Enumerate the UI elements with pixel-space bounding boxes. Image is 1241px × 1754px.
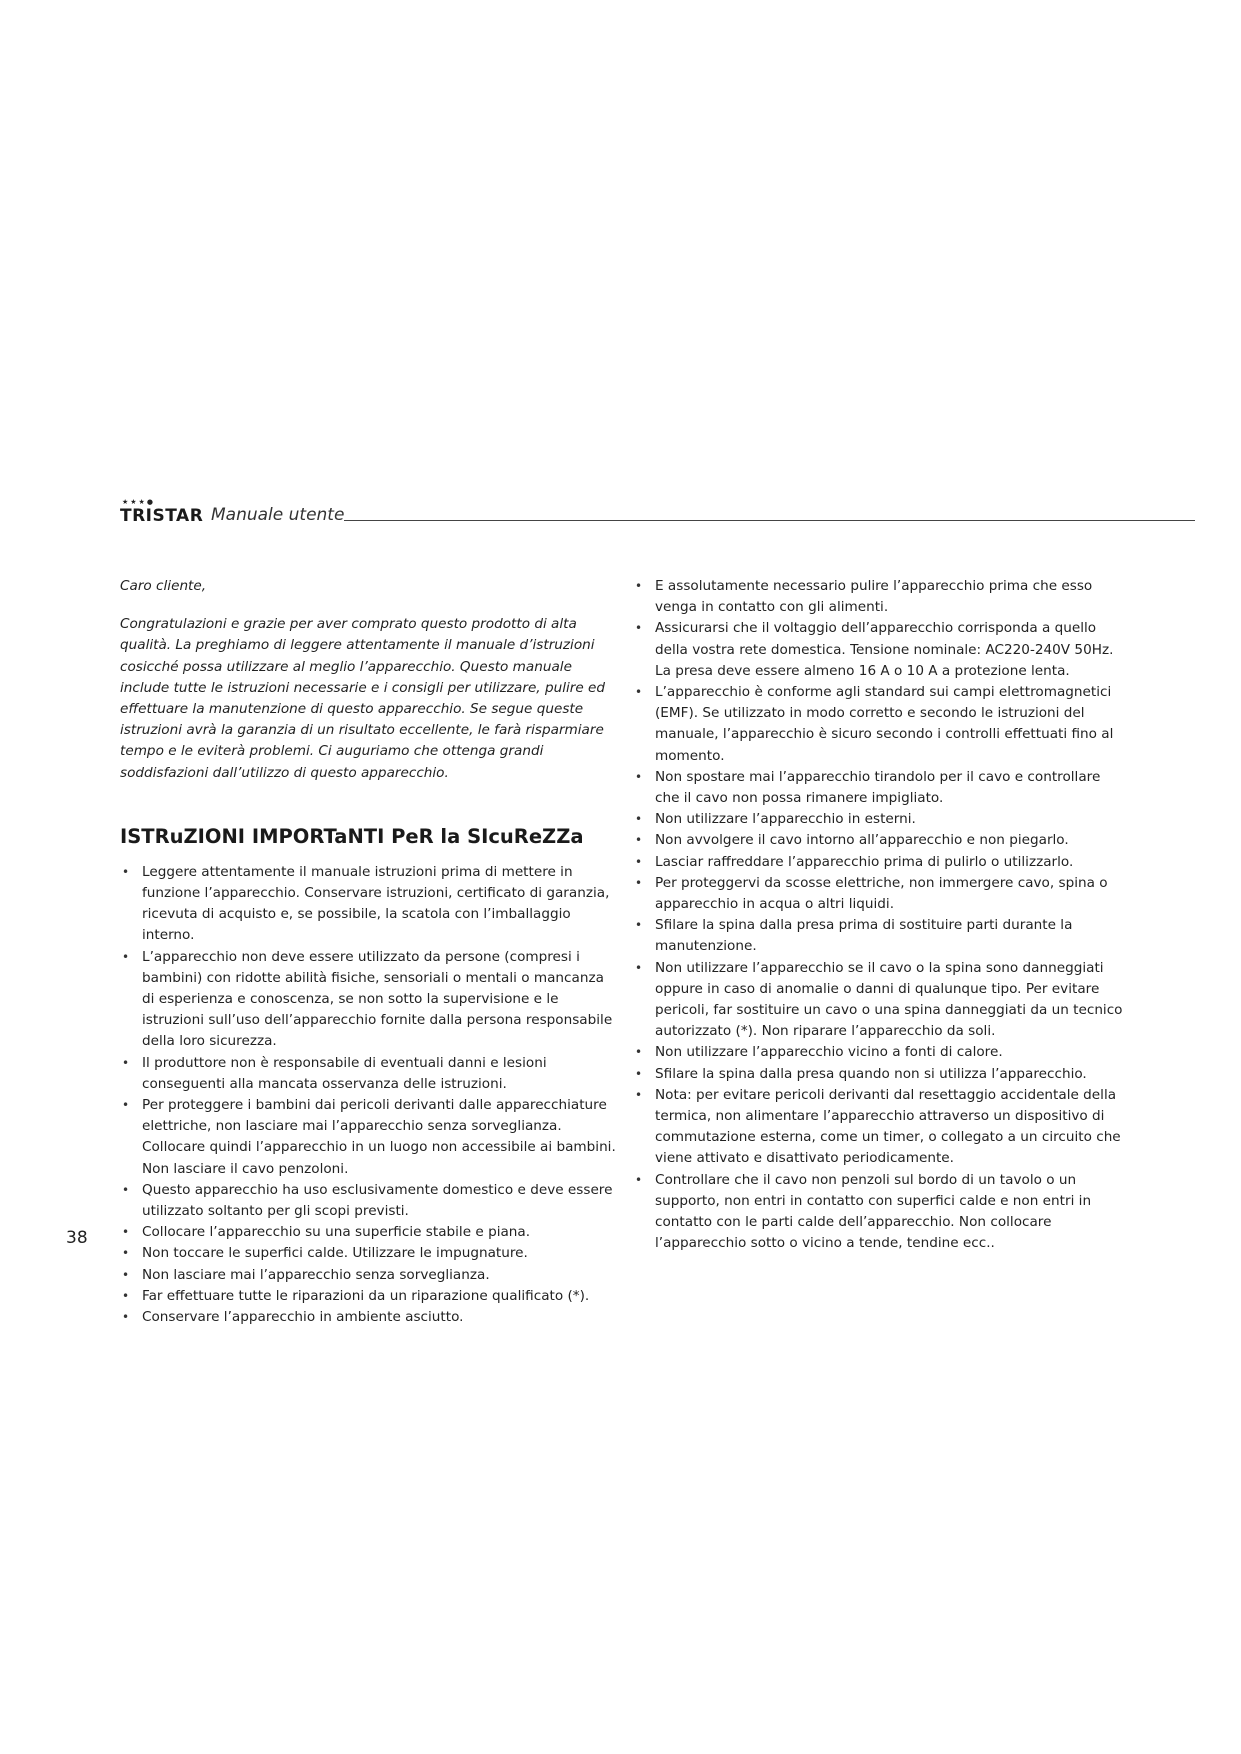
list-item: • Nota: per evitare pericoli derivanti dal resettaggio accidentale della termica, non alimentare l’apparecchio attraverso un dispositivo di commutazione esterna, come un timer, o collegato a un circuito che viene attivato e disattivato periodicamente.: [633, 1085, 1125, 1170]
greeting: Caro cliente,: [120, 578, 207, 594]
list-item: • Assicurarsi che il voltaggio dell’apparecchio corrisponda a quello della vostra rete domestica. Tensione nominale: AC220-240V 50Hz. La presa deve essere almeno 16 A o 10 A a protezione lenta.: [633, 618, 1125, 682]
list-item: • Sfilare la spina dalla presa prima di sostituire parti durante la manutenzione.: [633, 915, 1125, 957]
list-item: • Per proteggere i bambini dai pericoli derivanti dalle apparecchiature elettriche, non lasciare mai l’apparecchio senza sorveglianza. Collocare quindi l’apparecchio in un luogo non accessibile ai bambini. Non lasciare il cavo penzoloni.: [120, 1095, 620, 1180]
list-item: • Non spostare mai l’apparecchio tirandolo per il cavo e controllare che il cavo non possa rimanere impigliato.: [633, 767, 1125, 809]
list-item: • L’apparecchio non deve essere utilizzato da persone (compresi i bambini) con ridotte abilità fisiche, sensoriali o mentali o mancanza di esperienza e conoscenza, se non sotto la supervisione e le istruzioni sull’uso dell’apparecchio fornite dalla persona responsabile della loro sicurezza.: [120, 947, 620, 1053]
page-number: 38: [66, 1228, 88, 1248]
tristar-logo: [120, 498, 204, 526]
header-rule: [344, 520, 1195, 521]
list-item: • Non utilizzare l’apparecchio vicino a fonti di calore.: [633, 1042, 1125, 1063]
safety-list-left: [120, 862, 620, 1328]
header-title: Manuale utente: [211, 505, 345, 525]
list-item: • Non avvolgere il cavo intorno all’apparecchio e non piegarlo.: [633, 830, 1125, 851]
list-item: • Leggere attentamente il manuale istruzioni prima di mettere in funzione l’apparecchio. Conservare istruzioni, certificato di garanzia, ricevuta di acquisto e, se possibile, la scatola con l’imballaggio interno.: [120, 862, 620, 947]
list-item: • Non utilizzare l’apparecchio se il cavo o la spina sono danneggiati oppure in caso di anomalie o danni di qualunque tipo. Per evitare pericoli, far sostituire un cavo o una spina danneggiati da un tecnico autorizzato (*). Non riparare l’apparecchio da soli.: [633, 958, 1125, 1043]
safety-heading: ISTRuZIONI IMPORTaNTI PeR la SIcuReZZa: [120, 824, 584, 848]
list-item: • Non lasciare mai l’apparecchio senza sorveglianza.: [120, 1265, 620, 1286]
list-item: • Sfilare la spina dalla presa quando non si utilizza l’apparecchio.: [633, 1064, 1125, 1085]
list-item: • Collocare l’apparecchio su una superficie stabile e piana.: [120, 1222, 620, 1243]
right-column: [633, 576, 1125, 1255]
list-item: • Non utilizzare l’apparecchio in esterni.: [633, 809, 1125, 830]
list-item: • Non toccare le superfici calde. Utilizzare le impugnature.: [120, 1243, 620, 1264]
intro-paragraph: Congratulazioni e grazie per aver comprato questo prodotto di alta qualità. La preghiamo di leggere attentamente il manuale d’istruzioni cosicché possa utilizzare al meglio l’apparecchio. Questo manuale include tutte le istruzioni necessarie e i consigli per utilizzare, pulire ed effettuare la manutenzione di questo apparecchio. Se segue queste istruzioni avrà la garanzia di un risultato eccellente, le farà risparmiare tempo e le eviterà problemi. Ci auguriamo che ottenga grandi soddisfazioni dall’utilizzo di questo apparecchio.: [120, 616, 606, 781]
list-item: • Questo apparecchio ha uso esclusivamente domestico e deve essere utilizzato soltanto per gli scopi previsti.: [120, 1180, 620, 1222]
page-header: [120, 496, 1195, 530]
list-item: • Far effettuare tutte le riparazioni da un riparazione qualificato (*).: [120, 1286, 620, 1307]
left-column: [120, 576, 620, 1328]
list-item: • Controllare che il cavo non penzoli sul bordo di un tavolo o un supporto, non entri in contatto con superfici calde e non entri in contatto con le parti calde dell’apparecchio. Non collocare l’apparecchio sotto o vicino a tende, tendine ecc..: [633, 1170, 1125, 1255]
list-item: • Conservare l’apparecchio in ambiente asciutto.: [120, 1307, 620, 1328]
logo-stars: ★★★●: [122, 498, 155, 506]
list-item: • E assolutamente necessario pulire l’apparecchio prima che esso venga in contatto con gli alimenti.: [633, 576, 1125, 618]
list-item: • Per proteggervi da scosse elettriche, non immergere cavo, spina o apparecchio in acqua o altri liquidi.: [633, 873, 1125, 915]
safety-list-right: [633, 576, 1125, 1255]
list-item: • L’apparecchio è conforme agli standard sui campi elettromagnetici (EMF). Se utilizzato in modo corretto e secondo le istruzioni del manuale, l’apparecchio è sicuro secondo i controlli effettuati fino al momento.: [633, 682, 1125, 767]
list-item: • Il produttore non è responsabile di eventuali danni e lesioni conseguenti alla mancata osservanza delle istruzioni.: [120, 1053, 620, 1095]
list-item: • Lasciar raffreddare l’apparecchio prima di pulirlo o utilizzarlo.: [633, 852, 1125, 873]
logo-text: TRISTAR: [120, 506, 204, 526]
